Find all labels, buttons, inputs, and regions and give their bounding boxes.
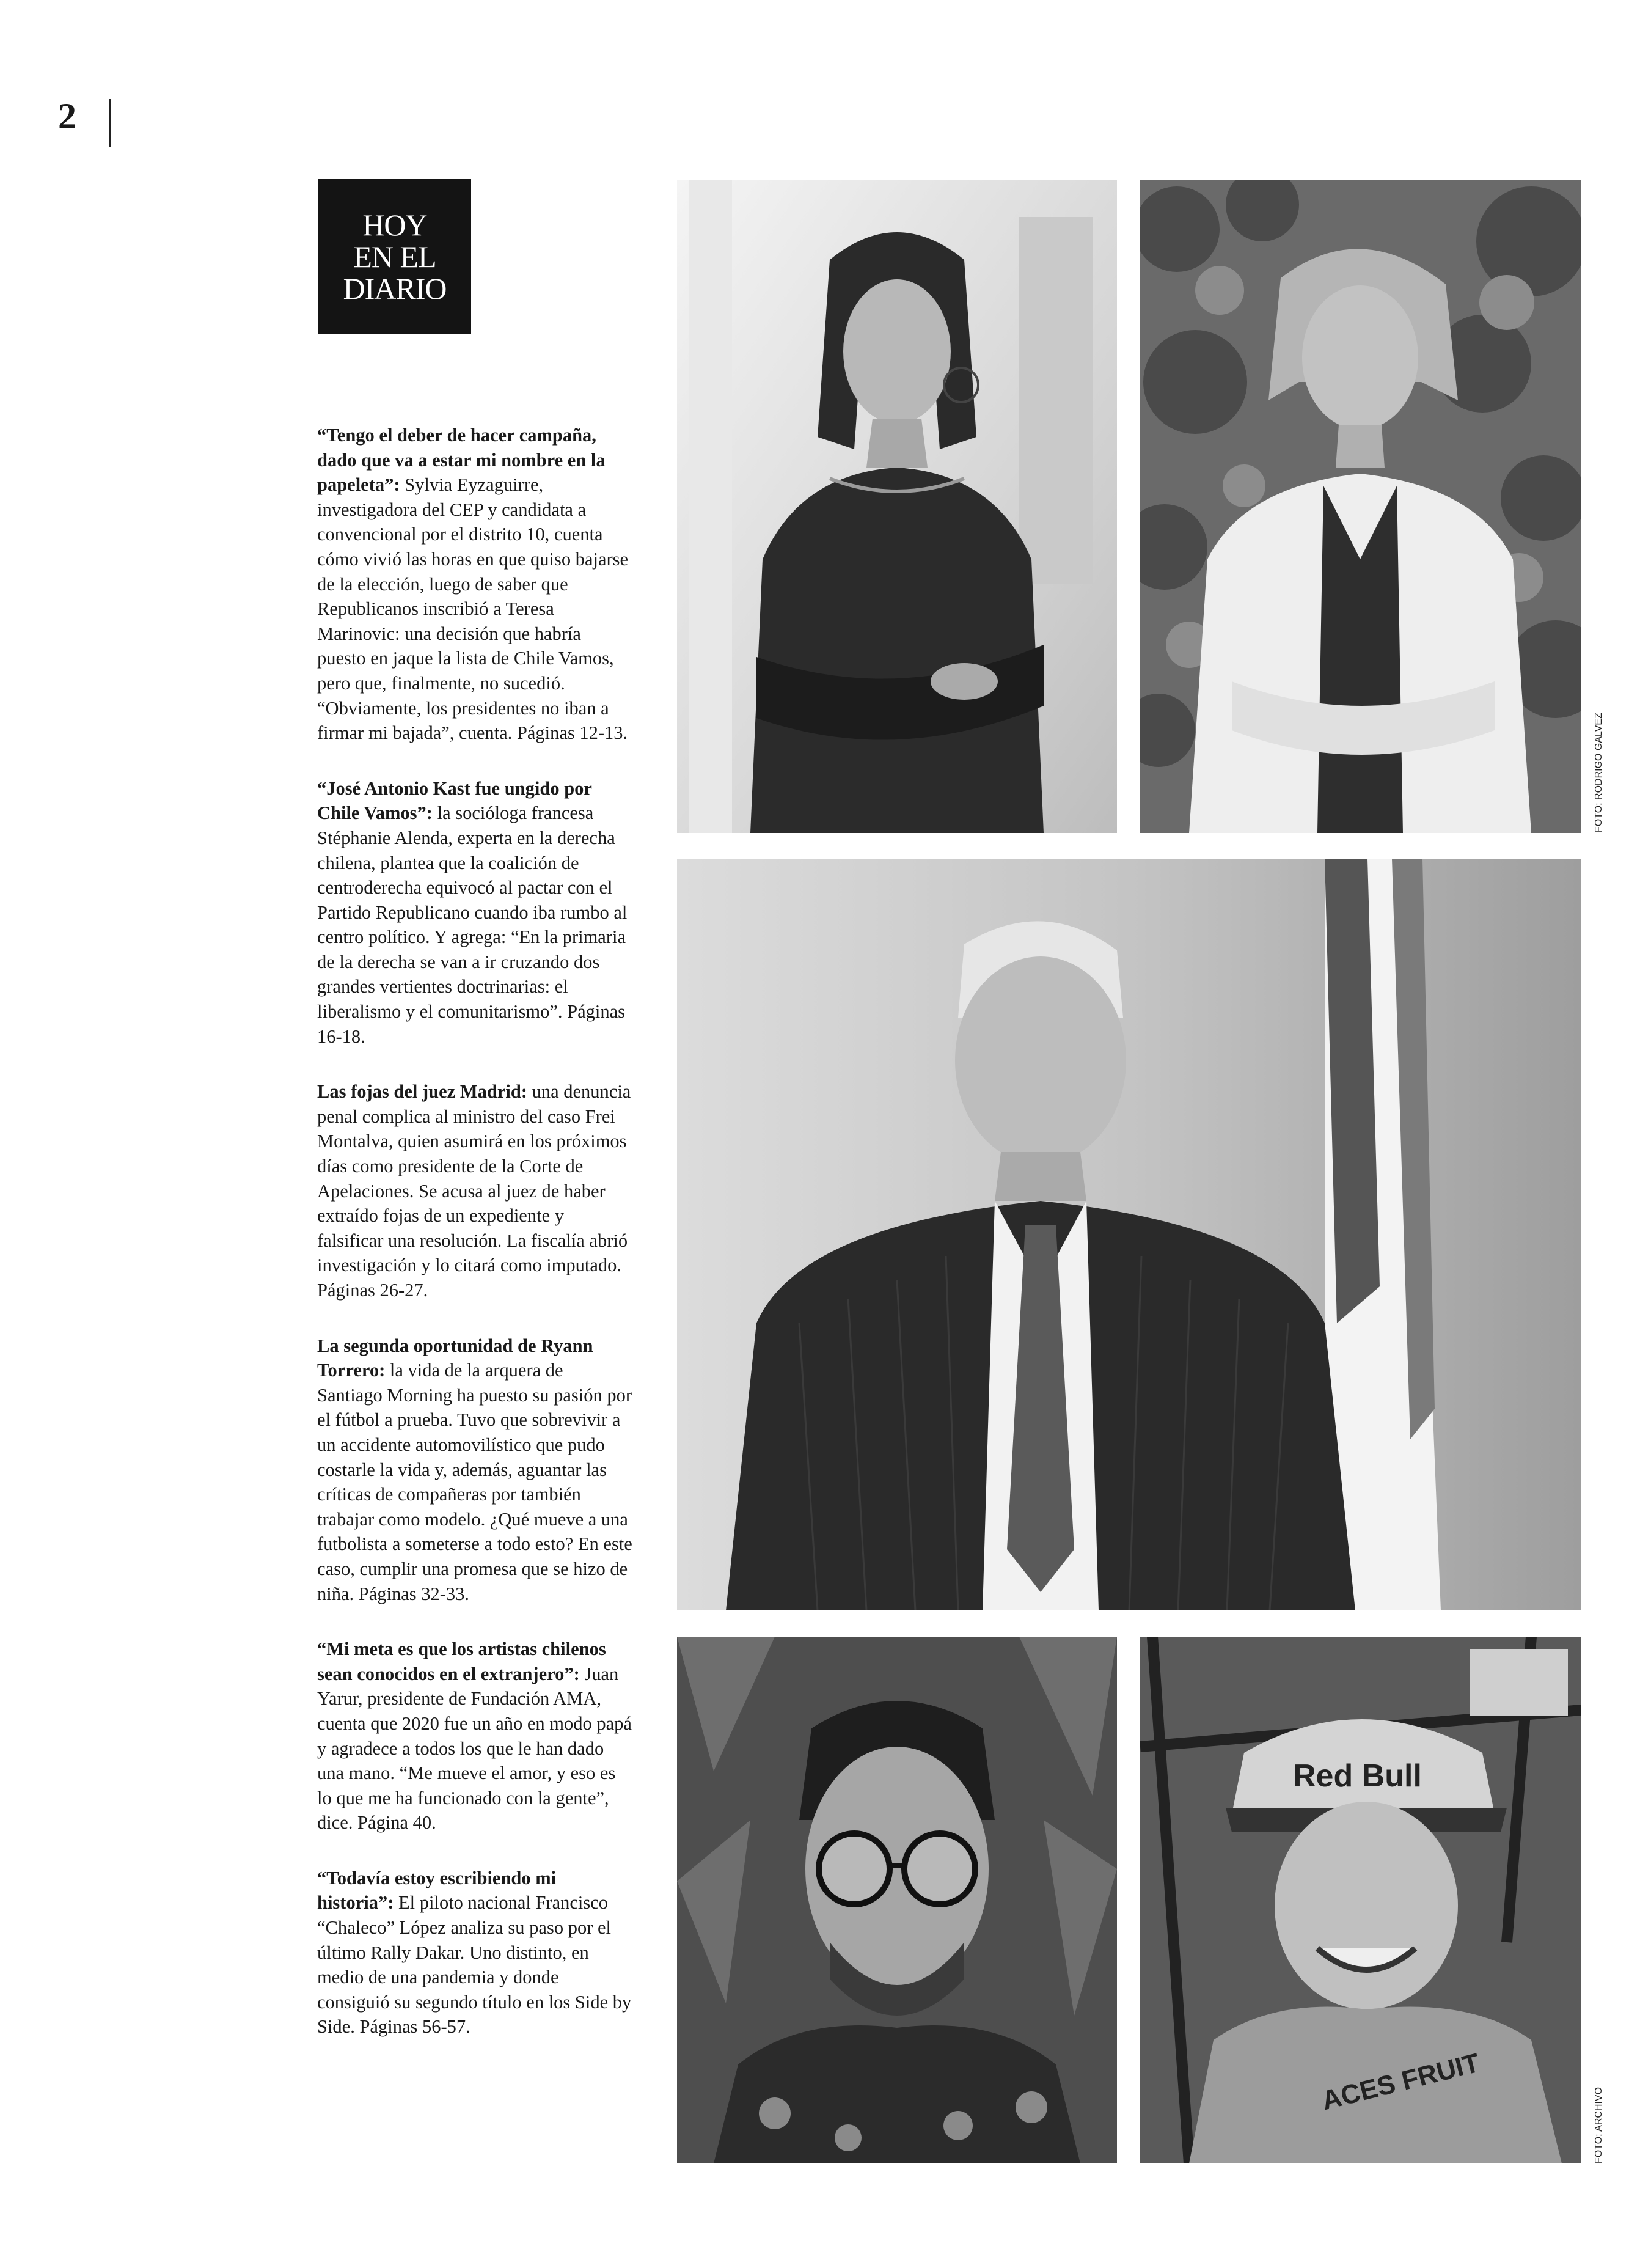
summary-body: El piloto nacional Francisco “Chaleco” López analiza su paso por el último Rally Dakar. Uno distinto, en medio de una pandemia y donde consiguió su segundo título en los Side by Side. Páginas 56-57. bbox=[317, 1892, 632, 2038]
summary-lead: “Mi meta es que los artistas chilenos sean conocidos en el extranjero”: bbox=[317, 1639, 606, 1684]
photo-credit-top: FOTO: RODRIGO GALVEZ bbox=[1594, 713, 1604, 832]
cap-logo-text: Red Bull bbox=[1293, 1758, 1422, 1794]
photo-chaleco-lopez[interactable] bbox=[1140, 1637, 1581, 2163]
photo-sylvia-eyzaguirre[interactable] bbox=[677, 180, 1117, 833]
portrait-illustration bbox=[1140, 1637, 1581, 2163]
summary-item-1[interactable] bbox=[317, 423, 632, 746]
photo-juan-yarur[interactable] bbox=[677, 1637, 1117, 2163]
section-header-box bbox=[318, 179, 471, 334]
summary-body: Juan Yarur, presidente de Fundación AMA, cuenta que 2020 fue un año en modo papá y agradece a todos los que le han dado una mano. “Me mueve el amor, y eso es lo que me ha funcionado con la gente”, dice. Página 40. bbox=[317, 1663, 632, 1833]
portrait-illustration bbox=[677, 859, 1581, 1610]
summary-lead: Las fojas del juez Madrid: bbox=[317, 1081, 527, 1103]
jersey-text: ACES FRUIT bbox=[1319, 2047, 1483, 2116]
summary-body: la vida de la arquera de Santiago Morning ha puesto su pasión por el fútbol a prueba. Tuvo que sobrevivir a un accidente automovilístico que pudo costarle la vida y, además, aguantar las críticas de compañeras por también trabajar como modelo. ¿Qué mueve a una futbolista a someterse a todo esto? En este caso, cumplir una promesa que se hizo de niña. Páginas 32-33. bbox=[317, 1360, 632, 1604]
summary-item-2[interactable] bbox=[317, 776, 632, 1049]
summary-body: Sylvia Eyzaguirre, investigadora del CEP y candidata a convencional por el distrito 10, cuenta cómo vivió las horas en que quiso bajarse de la elección, luego de saber que Republicanos inscribió a Teresa Marinovic: una decisión que habría puesto en jaque la lista de Chile Vamos, pero que, finalmente, no sucedió. “Obviamente, los presidentes no iban a firmar mi bajada”, cuenta. Páginas 12-13. bbox=[317, 474, 629, 744]
portrait-illustration bbox=[1140, 180, 1581, 833]
summary-column bbox=[317, 423, 632, 2070]
summary-body: la socióloga francesa Stéphanie Alenda, experta en la derecha chilena, plantea que la coalición de centroderecha equivocó al pactar con el Partido Republicano cuando iba rumbo al centro político. Y agrega: “En la primaria de la derecha se van a ir cruzando dos grandes vertientes doctrinarias: el liberalismo y el comunitarismo”. Páginas 16-18. bbox=[317, 802, 628, 1047]
folio-divider bbox=[109, 99, 111, 147]
page-number: 2 bbox=[58, 96, 76, 136]
summary-item-3[interactable] bbox=[317, 1079, 632, 1302]
summary-item-5[interactable] bbox=[317, 1637, 632, 1835]
summary-item-4[interactable] bbox=[317, 1334, 632, 1607]
summary-lead: “Tengo el deber de hacer campaña, dado que va a estar mi nombre en la papeleta”: bbox=[317, 425, 606, 496]
summary-lead: La segunda oportunidad de Ryann Torrero: bbox=[317, 1335, 593, 1381]
portrait-illustration bbox=[677, 1637, 1117, 2163]
summary-body: una denuncia penal complica al ministro del caso Frei Montalva, quien asumirá en los próximos días como presidente de la Corte de Apelaciones. Se acusa al juez de haber extraído fojas de un expediente y falsificar una resolución. La fiscalía abrió investigación y lo citará como imputado. Páginas 26-27. bbox=[317, 1081, 631, 1301]
portrait-illustration bbox=[677, 180, 1117, 833]
summary-item-6[interactable] bbox=[317, 1866, 632, 2039]
summary-lead: “José Antonio Kast fue ungido por Chile Vamos”: bbox=[317, 777, 592, 824]
photo-credit-bottom: FOTO: ARCHIVO bbox=[1594, 2086, 1604, 2163]
section-header-label: HOY EN EL DIARIO bbox=[343, 208, 447, 306]
summary-lead: “Todavía estoy escribiendo mi historia”: bbox=[317, 1867, 557, 1914]
photo-stephanie-alenda[interactable] bbox=[1140, 180, 1581, 833]
photo-judge-madrid[interactable] bbox=[677, 859, 1581, 1610]
